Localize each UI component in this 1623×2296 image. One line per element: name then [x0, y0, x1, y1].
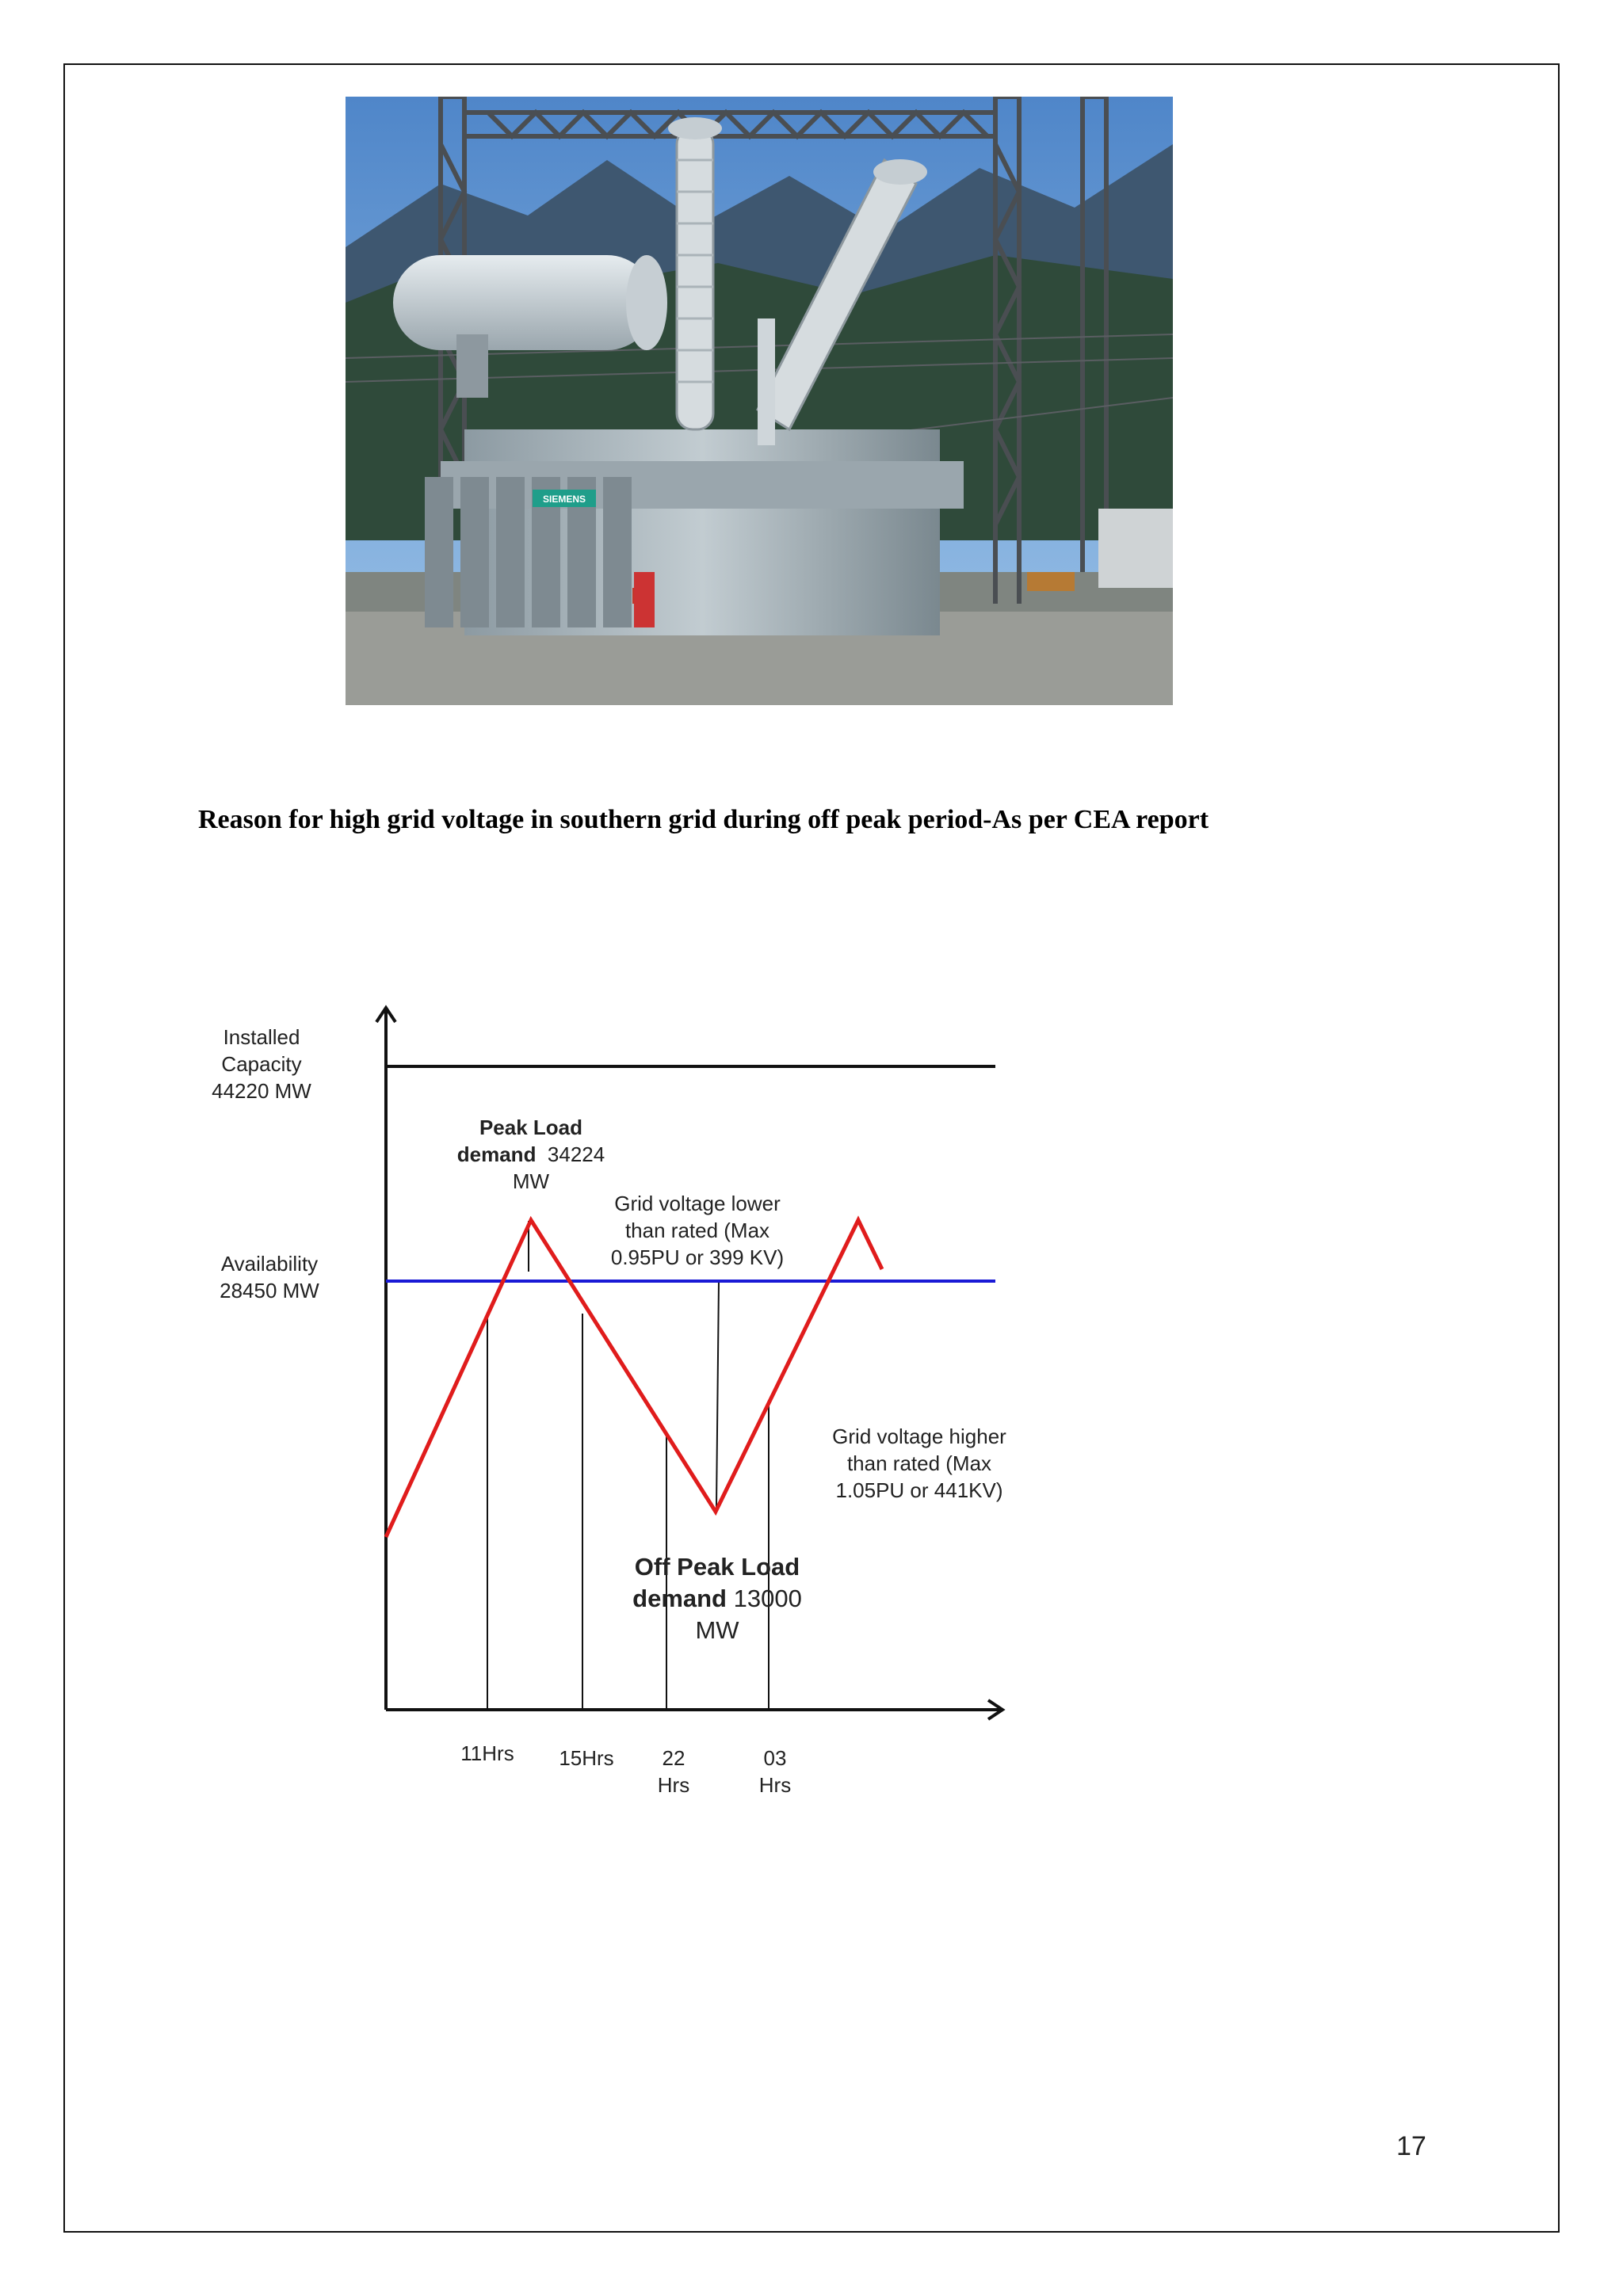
low-voltage-note: Grid voltage lower than rated (Max 0.95PU or 399 KV)	[610, 1192, 785, 1269]
section-heading: Reason for high grid voltage in southern grid during off peak period-As per CEA report	[198, 805, 1209, 834]
off-peak-load-label: Off Peak Load demand 13000 MW	[632, 1553, 802, 1644]
low-voltage-pointer-line	[716, 1281, 719, 1507]
high-voltage-note: Grid voltage higher than rated (Max 1.05PU or 441KV)	[832, 1425, 1006, 1502]
availability-label: Availability 28450 MW	[220, 1252, 319, 1302]
x-tick-22hrs: 22 Hrs	[657, 1746, 690, 1797]
peak-load-label: Peak Load demand 34224 MW	[456, 1116, 605, 1193]
page-number: 17	[1396, 2131, 1426, 2161]
siemens-plate: SIEMENS	[542, 494, 586, 505]
load-voltage-diagram	[212, 982, 1030, 1822]
x-tick-03hrs: 03 Hrs	[758, 1746, 792, 1797]
installed-capacity-label: Installed Capacity 44220 MW	[212, 1025, 311, 1103]
x-tick-11hrs: 11Hrs	[460, 1741, 514, 1765]
transformer-photo	[346, 97, 1173, 705]
x-tick-15hrs: 15Hrs	[559, 1746, 614, 1770]
